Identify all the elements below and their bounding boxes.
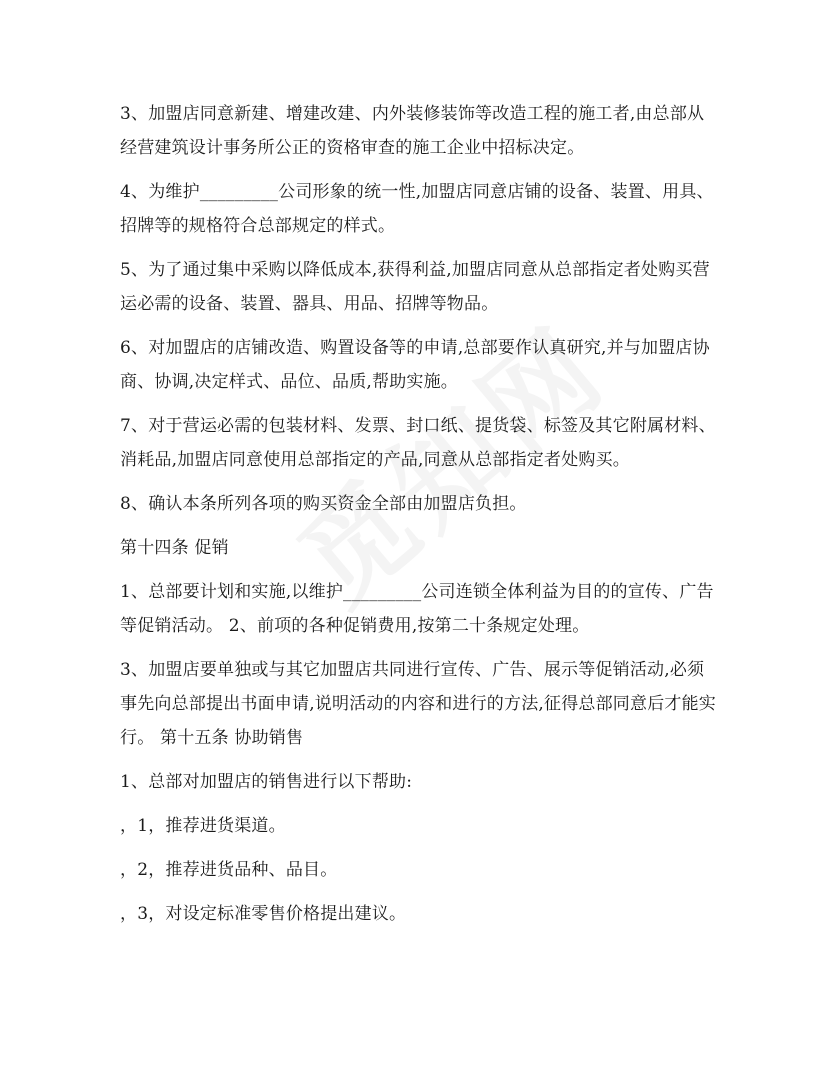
paragraph-4-image: 4、为维护_________公司形象的统一性,加盟店同意店铺的设备、装置、用具、招牌等的规格符合总部规定的样式。 (120, 182, 714, 236)
paragraph-5-purchase: 5、为了通过集中采购以降低成本,获得利益,加盟店同意从总部指定者处购买营运必需的设备、装置、器具、用品、招牌等物品。 (120, 260, 710, 314)
paragraph-7-materials: 7、对于营运必需的包装材料、发票、封口纸、提货袋、标签及其它附属材料、消耗品,加盟店同意使用总部指定的产品,同意从总部指定者处购买。 (120, 416, 716, 470)
article-14-heading: 第十四条 促销 (120, 538, 229, 558)
list-item-1: ，1，推荐进货渠道。 (120, 816, 286, 836)
document-body (120, 97, 720, 941)
paragraph-6-renovation: 6、对加盟店的店铺改造、购置设备等的申请,总部要作认真研究,并与加盟店协商、协调,决定样式、品位、品质,帮助实施。 (120, 338, 710, 392)
paragraph-8-funds: 8、确认本条所列各项的购买资金全部由加盟店负担。 (120, 494, 527, 514)
list-item-3: ，3，对设定标准零售价格提出建议。 (120, 904, 407, 924)
list-item-2: ，2，推荐进货品种、品目。 (120, 860, 338, 880)
paragraph-3-construction: 3、加盟店同意新建、增建改建、内外装修装饰等改造工程的施工者,由总部从经营建筑设计事务所公正的资格审查的施工企业中招标决定。 (120, 104, 705, 158)
paragraph-promotion-3: 3、加盟店要单独或与其它加盟店共同进行宣传、广告、展示等促销活动,必须事先向总部提出书面申请,说明活动的内容和进行的方法,征得总部同意后才能实行。 第十五条 协助销售 (120, 660, 717, 748)
paragraph-promotion-1: 1、总部要计划和实施,以维护_________公司连锁全体利益为目的的宣传、广告等促销活动。 2、前项的各种促销费用,按第二十条规定处理。 (120, 582, 714, 636)
paragraph-sales-help: 1、总部对加盟店的销售进行以下帮助: (120, 772, 413, 792)
